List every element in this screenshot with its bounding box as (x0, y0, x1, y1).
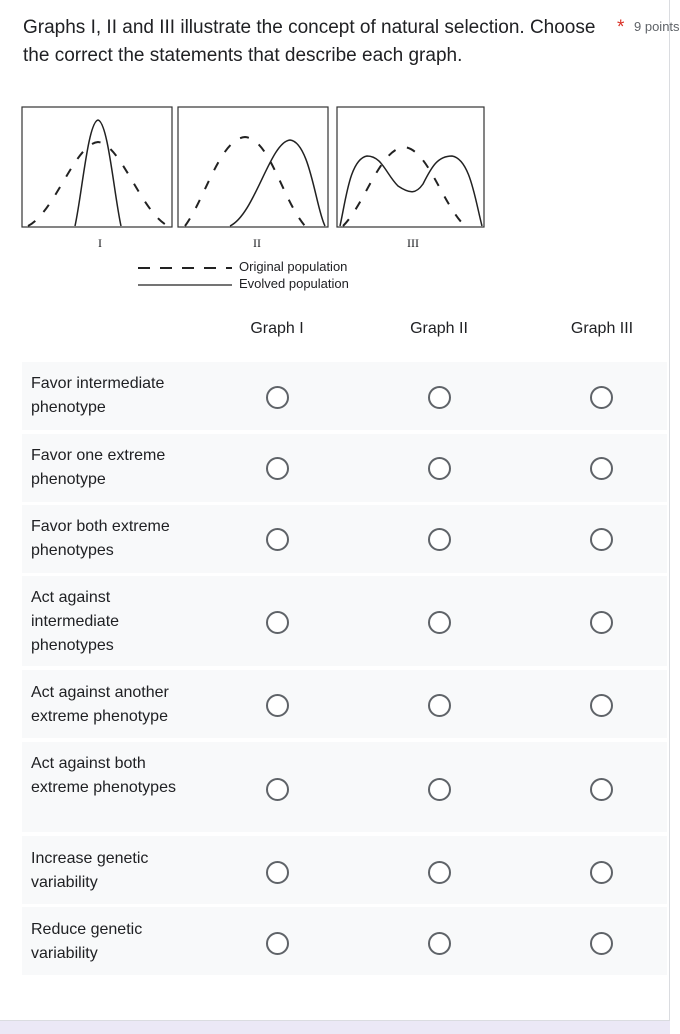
radio-row1-graph-i[interactable] (266, 386, 289, 409)
graph-ii-evolved-curve (230, 140, 325, 226)
graph-label-i: I (98, 236, 102, 250)
row-label: Reduce genetic variability (31, 921, 143, 962)
graph-label-ii: II (253, 236, 261, 250)
selection-graphs-figure (20, 104, 490, 294)
radio-row2-graph-i[interactable] (266, 457, 289, 480)
legend-evolved-label: Evolved population (239, 276, 349, 291)
row-label: Act against intermediate phenotypes (31, 589, 120, 654)
row-label: Favor one extreme phenotype (31, 447, 166, 488)
radio-row8-graph-ii[interactable] (428, 932, 451, 955)
radio-row6-graph-iii[interactable] (590, 778, 613, 801)
radio-row3-graph-i[interactable] (266, 528, 289, 551)
points-label: 9 points (634, 19, 680, 34)
graph-i-original-curve (28, 142, 168, 226)
row-label: Favor intermediate phenotype (31, 375, 165, 416)
radio-row4-graph-iii[interactable] (590, 611, 613, 634)
radio-row3-graph-ii[interactable] (428, 528, 451, 551)
legend-original-label: Original population (239, 259, 348, 274)
column-header-graph-iii: Graph III (570, 320, 634, 337)
grid-row-favor-both-extremes (22, 505, 667, 573)
grid-row-against-another-extreme (22, 670, 667, 738)
graph-iii-evolved-curve (340, 156, 482, 226)
radio-row6-graph-i[interactable] (266, 778, 289, 801)
radio-row8-graph-i[interactable] (266, 932, 289, 955)
radio-row7-graph-iii[interactable] (590, 861, 613, 884)
grid-row-reduce-variability (22, 907, 667, 975)
radio-row2-graph-iii[interactable] (590, 457, 613, 480)
radio-row7-graph-i[interactable] (266, 861, 289, 884)
grid-row-against-intermediate (22, 576, 667, 666)
graph-label-iii: III (407, 236, 419, 250)
required-asterisk: * (617, 17, 625, 38)
graph-ii-frame (178, 107, 328, 227)
grid-column-headers (0, 320, 670, 346)
radio-row3-graph-iii[interactable] (590, 528, 613, 551)
page-background-strip (0, 1020, 670, 1034)
grid-row-favor-one-extreme (22, 434, 667, 502)
radio-row5-graph-ii[interactable] (428, 694, 451, 717)
radio-row7-graph-ii[interactable] (428, 861, 451, 884)
radio-row8-graph-iii[interactable] (590, 932, 613, 955)
radio-row6-graph-ii[interactable] (428, 778, 451, 801)
radio-row1-graph-iii[interactable] (590, 386, 613, 409)
grid-row-against-both-extremes (22, 742, 667, 832)
graph-ii-original-curve (185, 137, 305, 226)
graph-i-evolved-curve (75, 120, 121, 226)
radio-row2-graph-ii[interactable] (428, 457, 451, 480)
row-label: Increase genetic variability (31, 850, 149, 891)
row-label: Act against another extreme phenotype (31, 684, 169, 725)
column-header-graph-ii: Graph II (410, 320, 468, 337)
row-label: Act against both extreme phenotypes (31, 755, 176, 796)
radio-row1-graph-ii[interactable] (428, 386, 451, 409)
graph-iii-frame (337, 107, 484, 227)
radio-row5-graph-iii[interactable] (590, 694, 613, 717)
radio-row5-graph-i[interactable] (266, 694, 289, 717)
column-header-graph-i: Graph I (250, 320, 304, 337)
radio-row4-graph-ii[interactable] (428, 611, 451, 634)
radio-row4-graph-i[interactable] (266, 611, 289, 634)
question-title: Graphs I, II and III illustrate the concept of natural selection. Choose the correct the statements that describe each graph. (23, 17, 596, 66)
row-label: Favor both extreme phenotypes (31, 518, 170, 559)
grid-row-increase-variability (22, 836, 667, 904)
grid-row-favor-intermediate (22, 362, 667, 430)
